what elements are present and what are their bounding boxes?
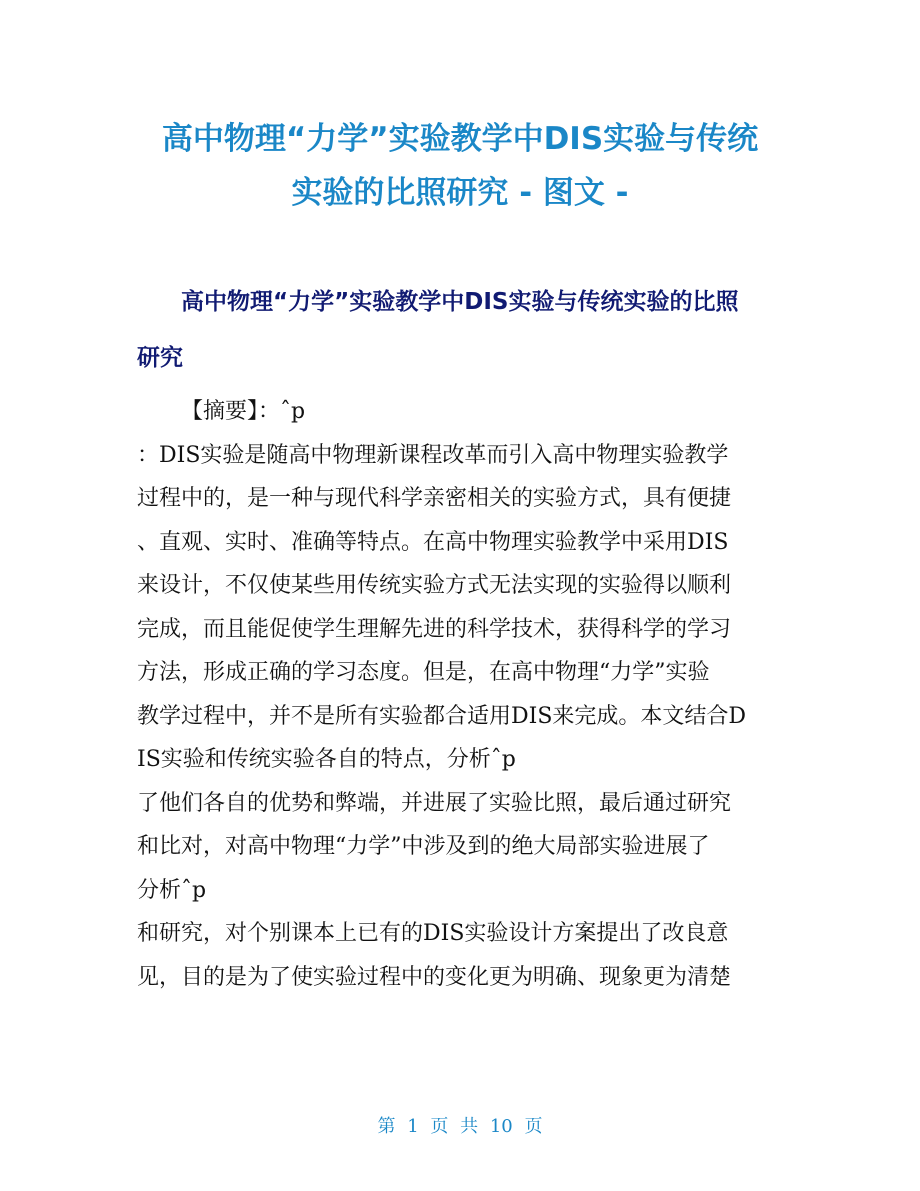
- body-line: 分析ˆp: [137, 877, 207, 903]
- body-line: 过程中的，是一种与现代科学亲密相关的实验方式，具有便捷: [137, 486, 732, 511]
- body-line: 完成，而且能促使学生理解先进的科学技术，获得科学的学习: [137, 616, 732, 642]
- abstract-label: 【摘要】：ˆp: [181, 399, 306, 424]
- article-heading-line: 研究: [137, 345, 183, 371]
- body-line: 和比对，对高中物理“力学”中涉及到的绝大局部实验进展了: [137, 834, 710, 859]
- body-line: 、直观、实时、准确等特点。在高中物理实验教学中采用DIS: [137, 529, 729, 555]
- body-line: ：DIS实验是随高中物理新课程改革而引入高中物理实验教学: [137, 442, 729, 468]
- article-heading: [137, 274, 787, 386]
- document-title-line: 高中物理“力学”实验教学中DIS实验与传统: [161, 121, 759, 157]
- body-line: 来设计，不仅使某些用传统实验方式无法实现的实验得以顺利: [137, 573, 732, 598]
- page-number-footer: 第 1 页 共 10 页: [377, 1116, 543, 1137]
- document-title: [0, 112, 920, 220]
- body-line: 方法，形成正确的学习态度。但是，在高中物理“力学”实验: [137, 660, 710, 685]
- body-line: 和研究，对个别课本上已有的DIS实验设计方案提出了改良意: [137, 921, 729, 946]
- body-line: 见，目的是为了使实验过程中的变化更为明确、现象更为清楚: [137, 964, 732, 990]
- article-heading-line: 高中物理“力学”实验教学中DIS实验与传统实验的比照: [181, 289, 739, 315]
- body-line: IS实验和传统实验各自的特点，分析ˆp: [137, 747, 516, 772]
- body-line: 教学过程中，并不是所有实验都合适用DIS来完成。本文结合D: [137, 703, 747, 729]
- abstract-body: [137, 390, 797, 999]
- document-title-line: 实验的比照研究 - 图文 -: [291, 175, 629, 211]
- body-line: 了他们各自的优势和弊端，并进展了实验比照，最后通过研究: [137, 790, 732, 816]
